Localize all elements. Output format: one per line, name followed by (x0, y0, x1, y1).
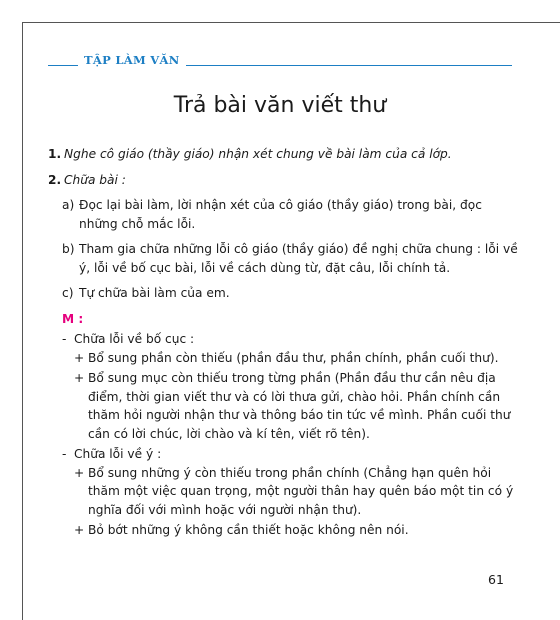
question-number: 1. (48, 147, 62, 161)
plus-marker: + (74, 523, 85, 537)
section-label: TẬP LÀM VĂN (84, 53, 180, 67)
list-item (62, 349, 518, 368)
item-text: Bổ sung mục còn thiếu trong từng phần (Phần đầu thư cần nêu địa điểm, thời gian viết thư và có lời thưa gửi, chào hỏi. Phần chính cần thăm hỏi người nhận thư và thông báo tin tức về mình. Phần cuối thư cần có lời chúc, lời chào và kí tên, viết rõ tên). (88, 371, 511, 441)
question-2 (48, 171, 518, 190)
item-text: Bổ sung phần còn thiếu (phần đầu thư, phần chính, phần cuối thư). (88, 350, 499, 365)
item-label: a) (62, 198, 75, 212)
item-text: Tham gia chữa những lỗi cô giáo (thầy giáo) đề nghị chữa chung : lỗi về ý, lỗi về bố cục bài, lỗi về cách dùng từ, đặt câu, lỗi chính tả. (79, 242, 518, 275)
question-text: Chữa bài : (64, 172, 126, 187)
item-text: Tự chữa bài làm của em. (79, 286, 230, 300)
item-text: Đọc lại bài làm, lời nhận xét của cô giáo (thầy giáo) trong bài, đọc những chỗ mắc lỗi. (79, 198, 482, 231)
question-1 (48, 145, 518, 164)
list-item (62, 369, 518, 443)
page-title: Trả bài văn viết thư (173, 93, 387, 118)
question-number: 2. (48, 172, 62, 187)
dash-marker: - (62, 447, 67, 461)
item-text: Bỏ bớt những ý không cần thiết hoặc không nên nói. (88, 523, 409, 537)
model-group (62, 330, 518, 349)
content (48, 145, 518, 540)
item-label: c) (62, 286, 74, 300)
question-text: Nghe cô giáo (thầy giáo) nhận xét chung về bài làm của cả lớp. (64, 147, 452, 161)
section-header (48, 52, 512, 68)
list-item (62, 284, 518, 303)
list-item (62, 240, 518, 277)
plus-marker: + (74, 350, 85, 365)
plus-marker: + (74, 371, 85, 385)
header-rule-right (186, 65, 512, 66)
plus-marker: + (74, 465, 85, 480)
dash-marker: - (62, 332, 67, 346)
group-title: Chữa lỗi về ý : (74, 447, 162, 461)
page-number: 61 (488, 572, 504, 587)
list-item (62, 464, 518, 520)
model-label: M : (62, 311, 84, 326)
item-text: Bổ sung những ý còn thiếu trong phần chính (Chẳng hạn quên hỏi thăm một việc quan trọng, một người thân hay quên báo một tin có ý nghĩa đối với mình hoặc với người nhận thư). (88, 465, 514, 517)
group-title: Chữa lỗi về bố cục : (74, 332, 195, 346)
header-rule-left (48, 65, 78, 66)
list-item (62, 521, 518, 540)
list-item (62, 196, 518, 233)
item-label: b) (62, 242, 75, 256)
model-group (62, 445, 518, 464)
